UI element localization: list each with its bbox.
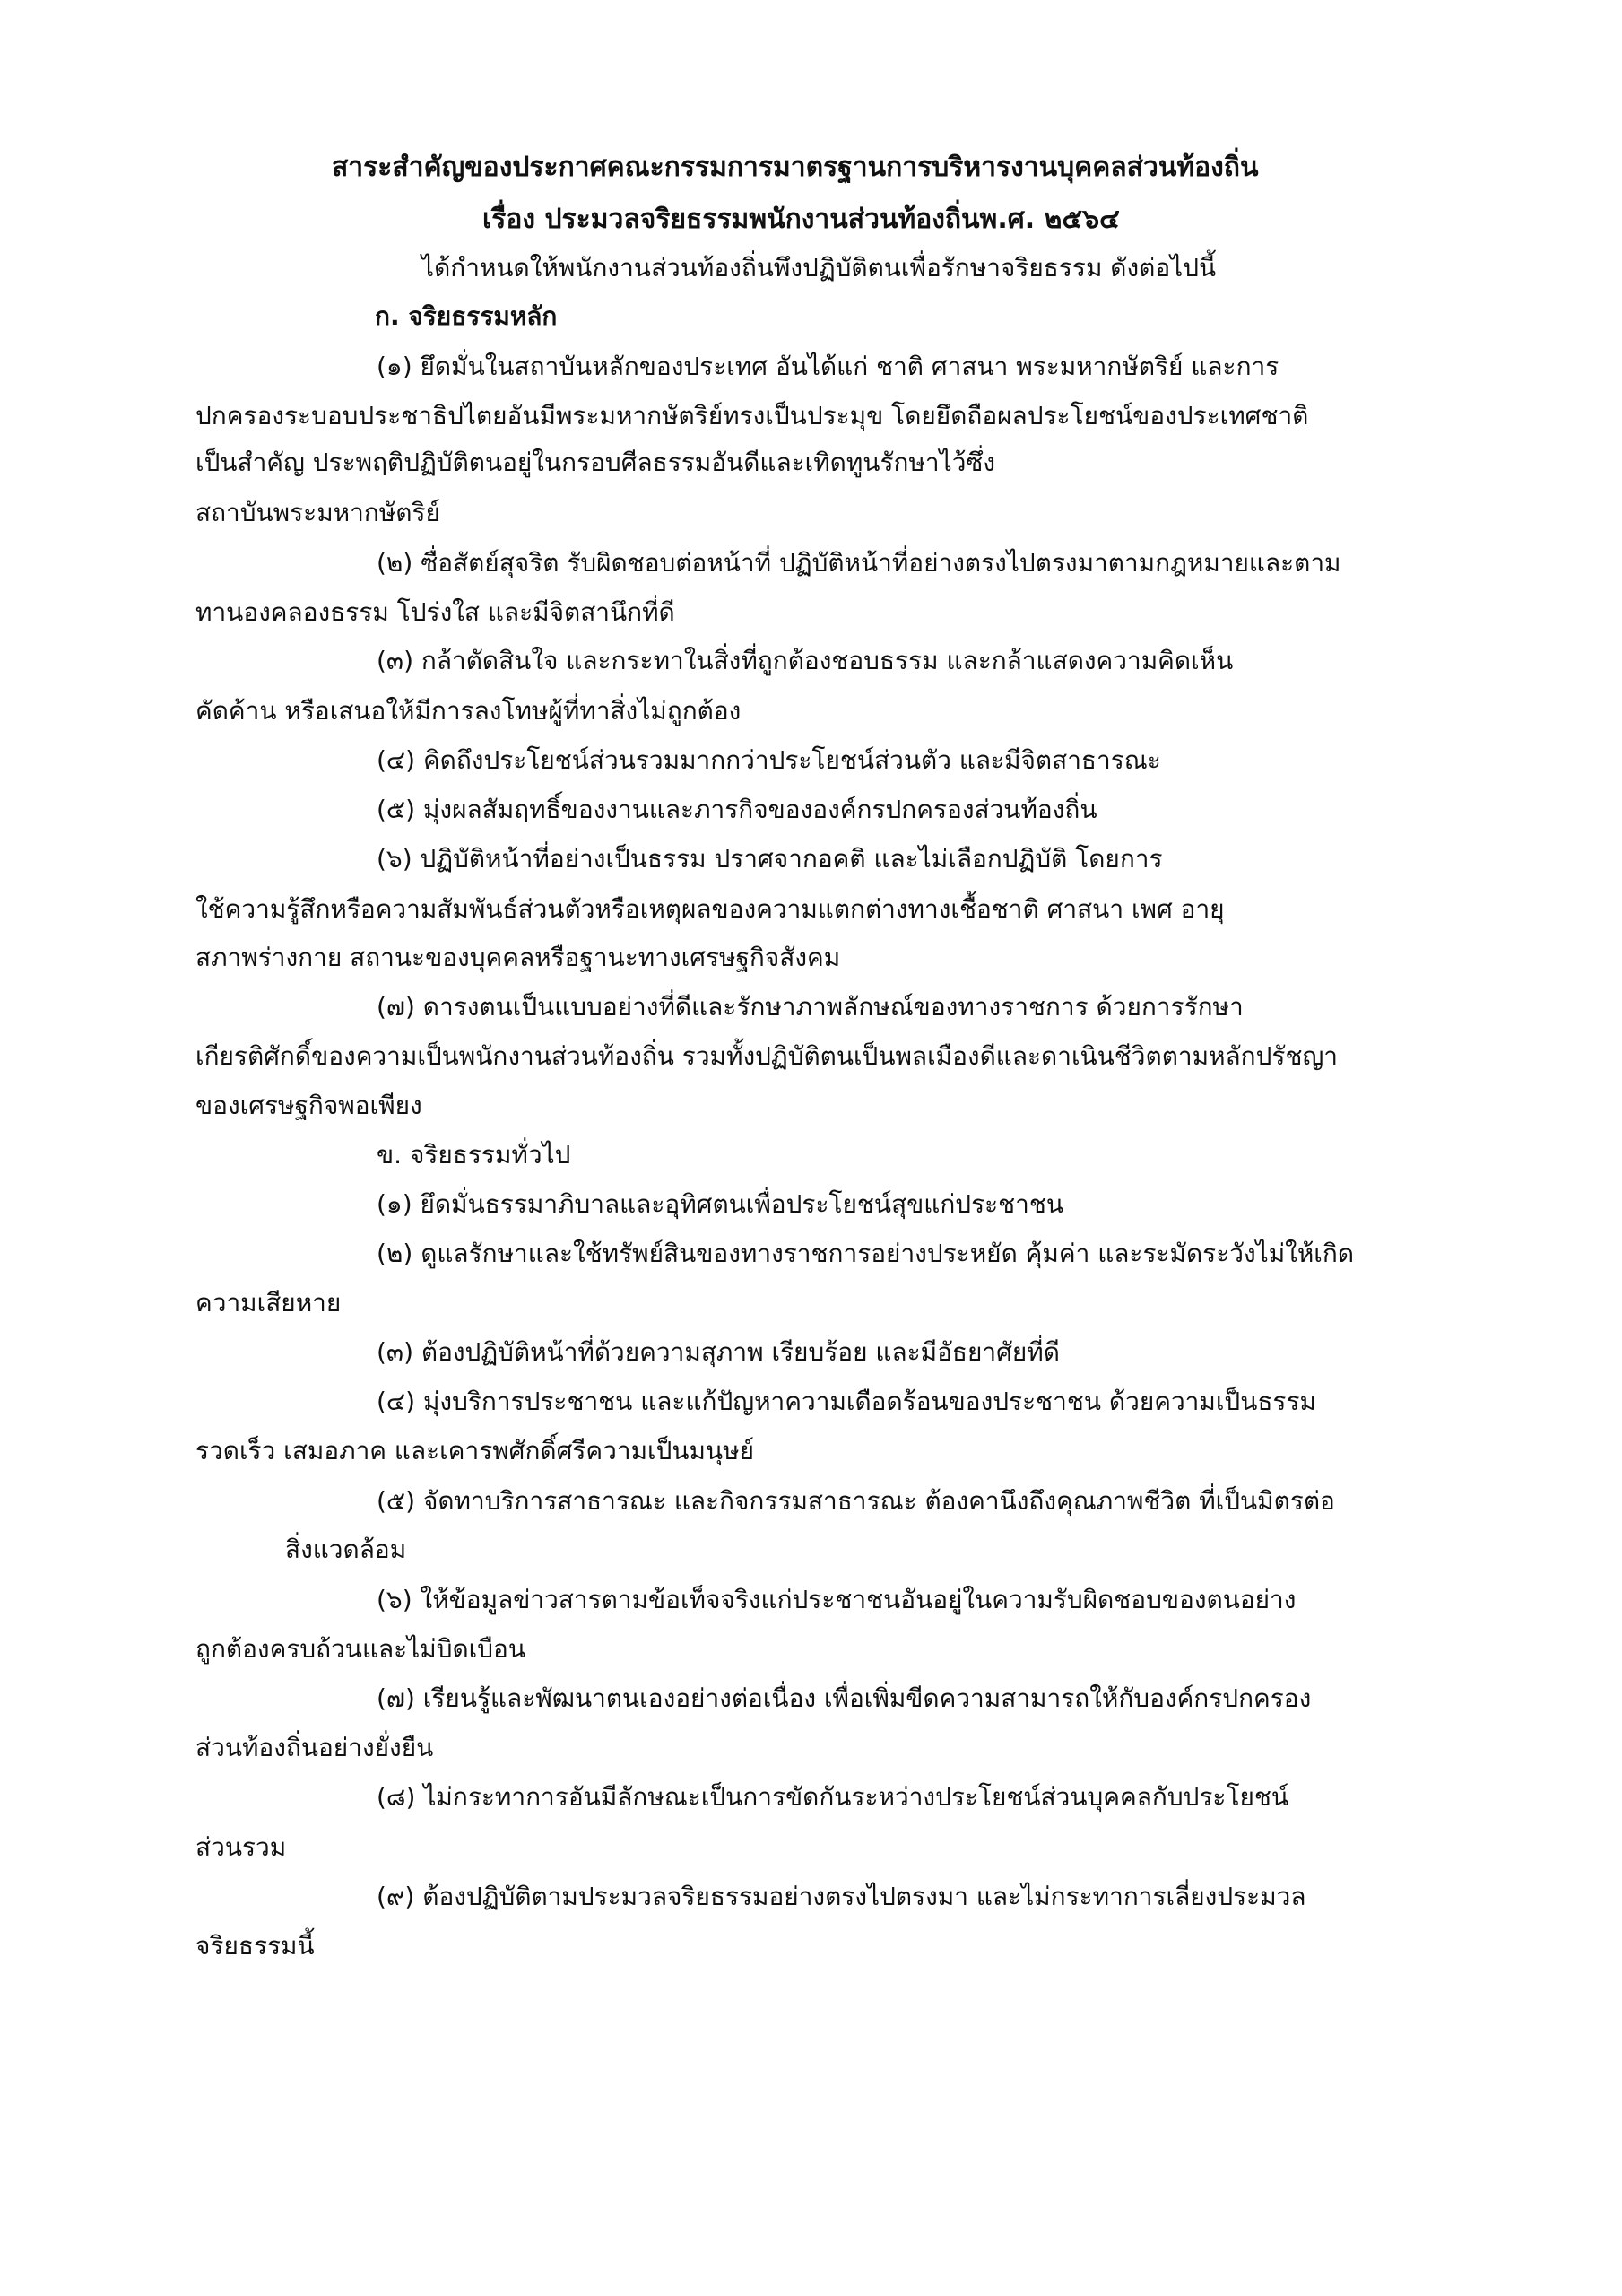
section-b-line: ส่วนรวม bbox=[195, 1832, 287, 1862]
section-a-line: (๒) ซื่อสัตย์สุจริต รับผิดชอบต่อหน้าที่ ปฏิบัติหน้าที่อย่างตรงไปตรงมาตามกฎหมายและตาม bbox=[377, 548, 1341, 578]
section-a-line: (๓) กล้าตัดสินใจ และกระทาในสิ่งที่ถูกต้องชอบธรรม และกล้าแสดงความคิดเห็น bbox=[377, 646, 1234, 675]
section-a-line: ใช้ความรู้สึกหรือความสัมพันธ์ส่วนตัวหรือเหตุผลของความแตกต่างทางเชื้อชาติ ศาสนา เพศ อายุ bbox=[195, 894, 1225, 924]
section-a-line: (๕) มุ่งผลสัมฤทธิ์ของงานและภารกิจขององค์กรปกครองส่วนท้องถิ่น bbox=[377, 795, 1097, 824]
section-b-line: (๔) มุ่งบริการประชาชน และแก้ปัญหาความเดือดร้อนของประชาชน ด้วยความเป็นธรรม bbox=[377, 1387, 1316, 1416]
section-b-heading: ข. จริยธรรมทั่วไป bbox=[377, 1140, 571, 1170]
section-b-line: (๕) จัดทาบริการสาธารณะ และกิจกรรมสาธารณะ ต้องคานึงถึงคุณภาพชีวิต ที่เป็นมิตรต่อ bbox=[377, 1486, 1335, 1516]
section-a-line: เป็นสำคัญ ประพฤติปฏิบัติตนอยู่ในกรอบศีลธรรมอันดีและเทิดทูนรักษาไว้ซึ่ง bbox=[195, 448, 996, 477]
section-b-line: (๙) ต้องปฏิบัติตามประมวลจริยธรรมอย่างตรงไปตรงมา และไม่กระทาการเลี่ยงประมวล bbox=[377, 1882, 1306, 1911]
section-b-line: สิ่งแวดล้อม bbox=[285, 1535, 407, 1564]
title-line-1: สาระสำคัญของประกาศคณะกรรมการมาตรฐานการบริหารงานบุคคลส่วนท้องถิ่น bbox=[332, 152, 1259, 183]
intro-text: ได้กำหนดให้พนักงานส่วนท้องถิ่นพึงปฏิบัติตนเพื่อรักษาจริยธรรม ดังต่อไปนี้ bbox=[421, 253, 1217, 283]
section-b-line: (๒) ดูแลรักษาและใช้ทรัพย์สินของทางราชการอย่างประหยัด คุ้มค่า และระมัดระวังไม่ให้เกิด bbox=[377, 1239, 1355, 1268]
section-a-line: ปกครองระบอบประชาธิปไตยอันมีพระมหากษัตริย์ทรงเป็นประมุข โดยยึดถือผลประโยชน์ของประเทศชาติ bbox=[195, 401, 1309, 430]
section-b-line: (๘) ไม่กระทาการอันมีลักษณะเป็นการขัดกันระหว่างประโยชน์ส่วนบุคคลกับประโยชน์ bbox=[377, 1782, 1289, 1812]
section-a-heading: ก. จริยธรรมหลัก bbox=[375, 301, 558, 331]
section-a-line: เกียรติศักดิ์ของความเป็นพนักงานส่วนท้องถิ่น รวมทั้งปฏิบัติตนเป็นพลเมืองดีและดาเนินชีวิตตามหลักปรัชญา bbox=[195, 1041, 1339, 1071]
section-b-line: (๖) ให้ข้อมูลข่าวสารตามข้อเท็จจริงแก่ประชาชนอันอยู่ในความรับผิดชอบของตนอย่าง bbox=[377, 1585, 1297, 1614]
section-a-line: (๑) ยึดมั่นในสถาบันหลักของประเทศ อันได้แก่ ชาติ ศาสนา พระมหากษัตริย์ และการ bbox=[377, 352, 1279, 381]
section-b-line: (๑) ยึดมั่นธรรมาภิบาลและอุทิศตนเพื่อประโยชน์สุขแก่ประชาชน bbox=[377, 1189, 1064, 1219]
section-a-line: คัดค้าน หรือเสนอให้มีการลงโทษผู้ที่ทาสิ่งไม่ถูกต้อง bbox=[195, 696, 742, 726]
section-a-line: ทานองคลองธรรม โปร่งใส และมีจิตสานึกที่ดี bbox=[195, 597, 675, 627]
section-b-line: (๗) เรียนรู้และพัฒนาตนเองอย่างต่อเนื่อง เพื่อเพิ่มขีดความสามารถให้กับองค์กรปกครอง bbox=[377, 1683, 1312, 1713]
section-b-line: ถูกต้องครบถ้วนและไม่บิดเบือน bbox=[195, 1634, 525, 1664]
section-a-line: สภาพร่างกาย สถานะของบุคคลหรือฐานะทางเศรษฐกิจสังคม bbox=[195, 943, 841, 972]
section-b-line: จริยธรรมนี้ bbox=[195, 1931, 315, 1961]
section-a-line: (๖) ปฏิบัติหน้าที่อย่างเป็นธรรม ปราศจากอคติ และไม่เลือกปฏิบัติ โดยการ bbox=[377, 844, 1163, 874]
section-b-line: ความเสียหาย bbox=[195, 1288, 342, 1318]
section-b-line: ส่วนท้องถิ่นอย่างยั่งยืน bbox=[195, 1733, 434, 1762]
section-a-line: (๔) คิดถึงประโยชน์ส่วนรวมมากกว่าประโยชน์ส่วนตัว และมีจิตสาธารณะ bbox=[377, 745, 1161, 775]
title-line-2: เรื่อง ประมวลจริยธรรมพนักงานส่วนท้องถิ่นพ.ศ. ๒๕๖๔ bbox=[482, 204, 1120, 235]
section-b-line: รวดเร็ว เสมอภาค และเคารพศักดิ์ศรีความเป็นมนุษย์ bbox=[195, 1436, 754, 1465]
section-b-line: (๓) ต้องปฏิบัติหน้าที่ด้วยความสุภาพ เรียบร้อย และมีอัธยาศัยที่ดี bbox=[377, 1337, 1060, 1367]
section-a-line: (๗) ดารงตนเป็นแบบอย่างที่ดีและรักษาภาพลักษณ์ของทางราชการ ด้วยการรักษา bbox=[377, 992, 1244, 1022]
section-a-line: ของเศรษฐกิจพอเพียง bbox=[195, 1091, 422, 1120]
section-a-line: สถาบันพระมหากษัตริย์ bbox=[195, 498, 440, 527]
